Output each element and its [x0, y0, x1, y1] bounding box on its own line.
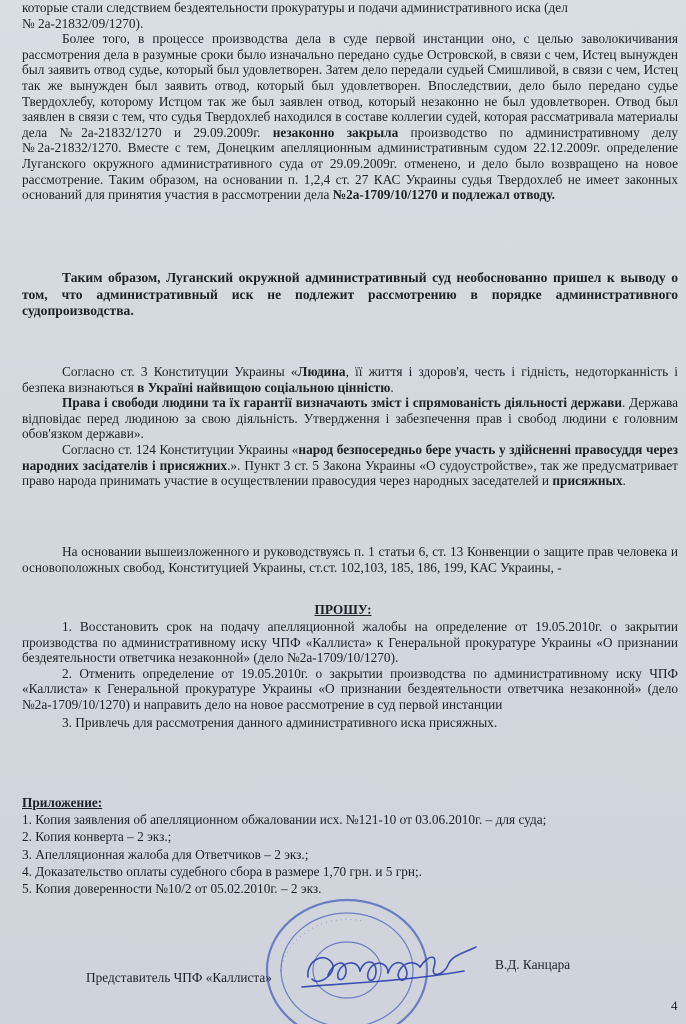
paragraph	[22, 395, 678, 442]
attachments	[22, 794, 678, 897]
text: .». Пункт 3 ст. 5 Закона Украины «О судоустройстве», так же предусматривает право народа принимать участие в осуществлении правосудия через народных заседателей и	[22, 457, 678, 489]
bold-text: в Україні найвищою соціальною цінністю	[137, 379, 391, 395]
text: Согласно ст. 124 Конституции Украины «	[62, 441, 299, 457]
attachment-item: 4. Доказательство оплаты судебного сбора в размере 1,70 грн. и 5 грн;.	[22, 863, 422, 879]
request-item: 3. Привлечь для рассмотрения данного административного иска присяжных.	[62, 714, 498, 730]
paragraph-legal-basis	[22, 544, 678, 575]
paragraph-judge-recusal	[22, 0, 678, 203]
signer-name: В.Д. Канцара	[495, 957, 571, 972]
bold-text: Таким образом, Луганский окружной административный суд необоснованно пришел к выводу о том, что административный иск не подлежит рассмотрению в порядке административного судопроизводства.	[22, 270, 678, 319]
request-item: 2. Отменить определение от 19.05.2010г. о закрытии производства по административному иску ЧПФ «Каллиста» к Генеральной прокуратуре Украины «О признании бездеятельности ответчика незаконной» (дело №2а-1709/10/1270) и направить дело на новое рассмотрение в суд первой инстанции	[22, 665, 678, 712]
attachment-item: 1. Копия заявления об апелляционном обжаловании исх. №121-10 от 03.06.2010г. – для суда;	[22, 812, 547, 828]
paragraph	[22, 442, 678, 489]
request-list	[22, 619, 678, 730]
bold-text: №2а-1709/10/1270 и подлежал отводу.	[332, 187, 555, 203]
request-heading: ПРОШУ:	[314, 602, 372, 617]
attachment-item: 2. Копия конверта – 2 экз.;	[22, 829, 172, 845]
text: , її життя і здоров'я, честь і гідність, недоторканність і безпека визнаються	[22, 364, 678, 395]
bold-text: незаконно закрыла	[272, 124, 399, 140]
text: . Держава відповідає перед людиною за свою діяльність. Утвердження і забезпечення прав і свобод людини є головним обов'язком держави».	[22, 395, 678, 442]
attachments-heading: Приложение:	[22, 795, 103, 810]
paragraph: На основании вышеизложенного и руководствуясь п. 1 статьи 6, ст. 13 Конвенции о защите прав человека и основоположных свобод, Конституцией Украины, ст.ст. 102,103, 185, 186, 199, КАС Украины, -	[22, 544, 678, 575]
bold-text: Людина	[297, 364, 346, 379]
attachment-item: 5. Копия доверенности №10/2 от 05.02.2010г. – 2 экз.	[22, 881, 322, 897]
text: Согласно ст. 3 Конституции Украины «	[62, 364, 298, 379]
paragraph-conclusion	[22, 270, 678, 320]
paragraph-constitution	[22, 364, 678, 489]
bold-text: присяжных	[552, 473, 623, 489]
page-number: 4	[671, 998, 678, 1013]
paragraph	[22, 270, 678, 320]
text: .	[622, 473, 626, 489]
handwritten-signature	[288, 925, 488, 1005]
paragraph	[22, 364, 678, 395]
bold-text: народ безпосередньо бере участь у здійсненні правосуддя через народних засідателів і присяжних	[22, 441, 678, 473]
text-line: № 2а-21832/09/1270).	[22, 15, 144, 31]
signer-title: Представитель ЧПФ «Каллиста»	[86, 970, 272, 985]
bold-text: Права і свободи людини та їх гарантії визначають зміст і спрямованість діяльності держави	[62, 395, 623, 411]
text-line: которые стали следствием бездеятельности прокуратуры и подачи административного иска (дел	[22, 0, 568, 15]
text: производство по административному делу №2а-21832/1270. Вместе с тем, Донецким апелляционным административным судом 22.12.2009г. определение Луганского окружного административного суда от 29.09.2009г. отменено, и дело было возвращено на новое рассмотрение. Таким образом, на основании п. 1,2,4 ст. 27 КАС Украины судья Твердохлеб не имеет законных оснований для принятия участия в рассмотрении дела	[22, 124, 678, 203]
attachment-item: 3. Апелляционная жалоба для Ответчиков – 2 экз.;	[22, 846, 309, 862]
text: Более того, в процессе производства дела в суде первой инстанции оно, с целью заволокичивания рассмотрения дела в разумные сроки было изначально передано судье Островской, в связи с чем, Истец вынужден был заявить отвод судье, который был удовлетворен. Затем дело передали судьей Смишливой, в связи с чем, Истец так же вынужден был заявить отвод, который был удовлетворен. Впоследствии, дело было передано судье Твердохлебу, которому Истцом так же был заявлен отвод, который незаконно не был удовлетворен. Отвод был заявлен в связи с тем, что судья Твердохлеб находился в составе коллегии судей, которая рассматривала материалы дела №2а-21832/1270 и 29.09.2009г.	[22, 31, 678, 140]
request-item: 1. Восстановить срок на подачу апелляционной жалобы на определение от 19.05.2010г. о закрытии производства по административному иску ЧПФ «Каллиста» к Генеральной прокуратуре Украины «О признании бездеятельности ответчика незаконной» (дело №2а-1709/10/1270).	[22, 619, 678, 666]
svg-text:· · · · · · · · · · · · · · ·: · · · · · · · · · · · · · · · · · · · · · ·	[275, 914, 363, 973]
paragraph	[22, 31, 678, 203]
text: .	[390, 379, 394, 395]
